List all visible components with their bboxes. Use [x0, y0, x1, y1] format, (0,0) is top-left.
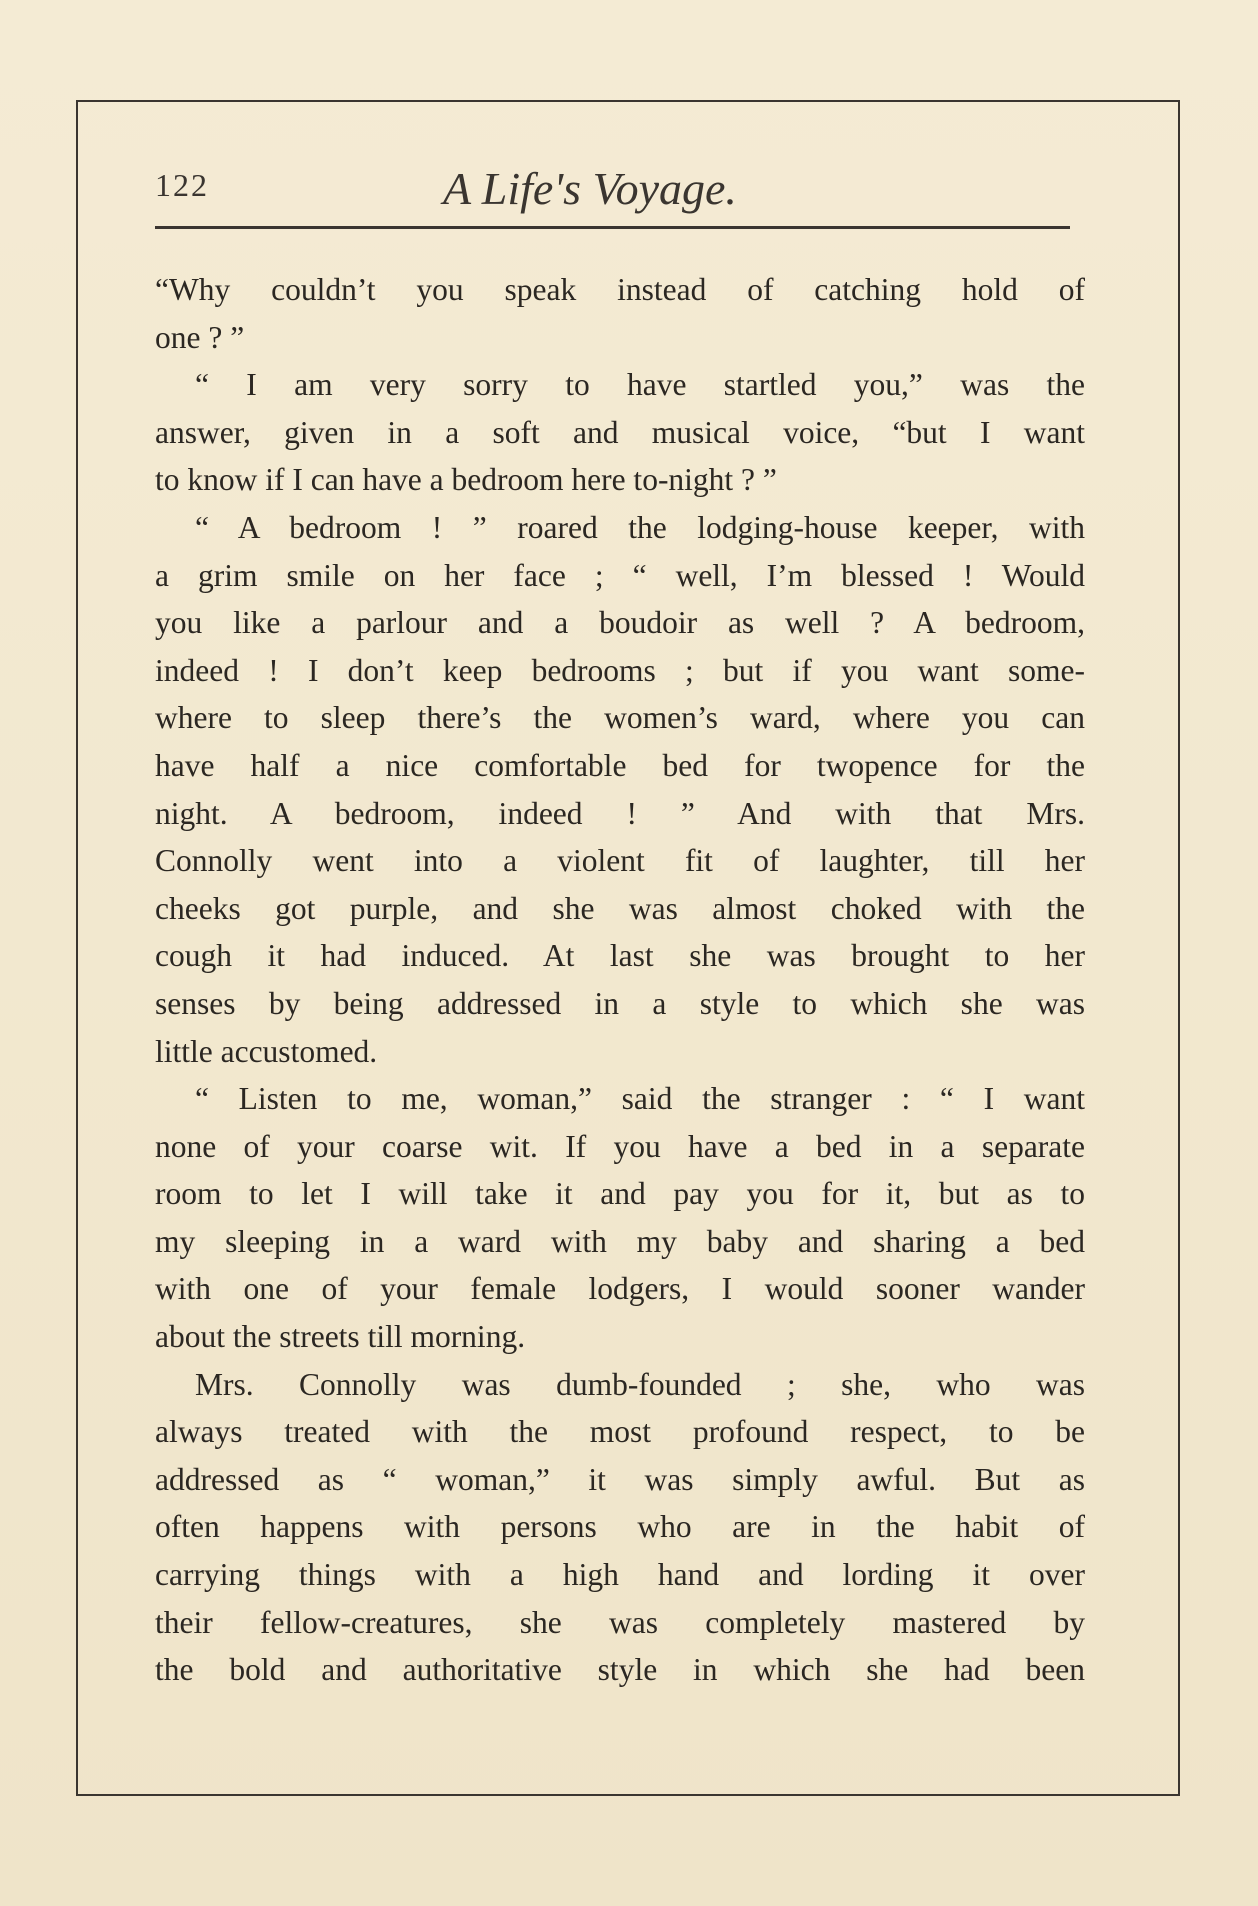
text-line: Connolly went into a violent fit of laughter, till her: [155, 843, 1085, 879]
header-rule: [155, 226, 1070, 229]
body-text: [155, 266, 1085, 1694]
text-line: carrying things with a high hand and lording it over: [155, 1557, 1085, 1593]
text-line: my sleeping in a ward with my baby and sharing a bed: [155, 1223, 1085, 1259]
text-line: their fellow-creatures, she was completely mastered by: [155, 1604, 1085, 1640]
text-line: “ I am very sorry to have startled you,” was the: [195, 367, 1085, 403]
text-line: always treated with the most profound respect, to be: [155, 1414, 1085, 1450]
text-line: with one of your female lodgers, I would sooner wander: [155, 1271, 1085, 1307]
text-line: often happens with persons who are in the habit of: [155, 1509, 1085, 1545]
text-line: indeed ! I don’t keep bedrooms ; but if you want some-: [155, 652, 1085, 688]
text-line: have half a nice comfortable bed for twopence for the: [155, 747, 1085, 783]
text-line: none of your coarse wit. If you have a bed in a separate: [155, 1128, 1085, 1164]
running-title: A Life's Voyage.: [443, 163, 737, 214]
text-line: one ? ”: [155, 319, 245, 355]
text-line: Mrs. Connolly was dumb-founded ; she, who was: [195, 1366, 1085, 1402]
text-line: senses by being addressed in a style to which she was: [155, 985, 1085, 1021]
page-number: 122: [155, 167, 209, 203]
text-line: cough it had induced. At last she was brought to her: [155, 938, 1085, 974]
text-line: to know if I can have a bedroom here to-night ? ”: [155, 462, 777, 498]
text-line: night. A bedroom, indeed ! ” And with that Mrs.: [155, 795, 1085, 831]
text-line: addressed as “ woman,” it was simply awful. But as: [155, 1461, 1085, 1497]
text-line: where to sleep there’s the women’s ward, where you can: [155, 700, 1085, 736]
text-line: the bold and authoritative style in which she had been: [155, 1652, 1085, 1688]
text-line: cheeks got purple, and she was almost choked with the: [155, 890, 1085, 926]
page-header: [155, 162, 1070, 232]
text-line: little accustomed.: [155, 1033, 378, 1069]
text-line: “ Listen to me, woman,” said the stranger : “ I want: [195, 1081, 1085, 1117]
text-line: “ A bedroom ! ” roared the lodging-house keeper, with: [195, 509, 1085, 545]
text-line: you like a parlour and a boudoir as well ? A bedroom,: [155, 605, 1085, 641]
text-line: “Why couldn’t you speak instead of catching hold of: [155, 272, 1085, 307]
text-line: about the streets till morning.: [155, 1319, 526, 1355]
text-line: answer, given in a soft and musical voice, “but I want: [155, 414, 1085, 450]
text-line: room to let I will take it and pay you for it, but as to: [155, 1176, 1085, 1212]
text-line: a grim smile on her face ; “ well, I’m blessed ! Would: [155, 557, 1085, 593]
